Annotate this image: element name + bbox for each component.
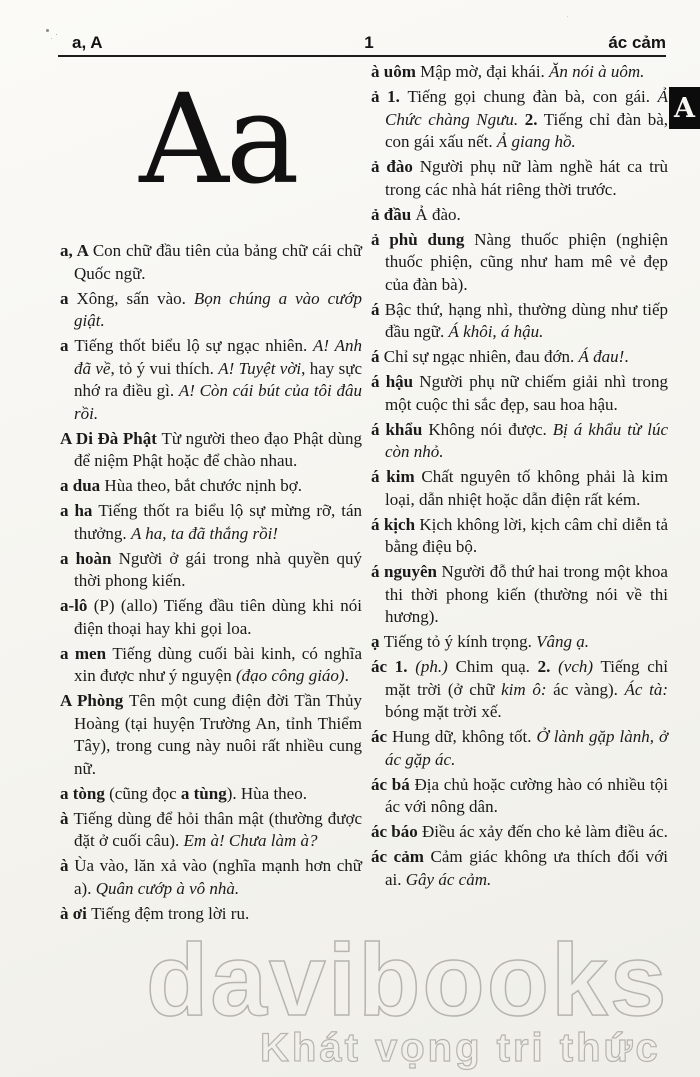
dictionary-entry bbox=[371, 514, 668, 559]
entry-definition: Người đỗ thứ hai trong một khoa thi thời phong kiến (thường nói về thi hương). bbox=[385, 562, 668, 626]
entry-definition: Nàng thuốc phiện (nghiện thuốc phiện, cũng như ham mê vẻ đẹp của đàn bà). bbox=[385, 229, 668, 294]
entry-example: A! Còn cái bút của tôi đâu rồi. bbox=[74, 381, 362, 423]
entry-example: Bị á khẩu từ lúc còn nhỏ. bbox=[385, 419, 669, 461]
dictionary-entry bbox=[371, 466, 668, 511]
entry-definition: Tiếng chỉ đàn bà, con gái xấu nết. bbox=[385, 109, 668, 151]
entry-definition: Chim quạ. bbox=[447, 657, 538, 676]
entry-definition: Tiếng dùng cuối bài kinh, có nghĩa xin được như ý nguyện bbox=[74, 643, 362, 685]
entry-definition: Tiếng gọi chung đàn bà, con gái. bbox=[407, 87, 658, 106]
entry-headword: á bbox=[371, 299, 385, 319]
entry-headword: A Di Đà Phật bbox=[60, 428, 162, 448]
dictionary-entry bbox=[371, 61, 668, 84]
thumb-tab-letter: A bbox=[674, 92, 695, 124]
entry-definition: Chỉ sự ngạc nhiên, đau đớn. bbox=[383, 347, 579, 366]
entry-definition: , hay sực nhớ ra điều gì. bbox=[74, 358, 363, 400]
entry-definition: Tiếng dùng để hỏi thân mật (thường được đặt ở cuối câu). bbox=[73, 808, 363, 850]
dictionary-entry bbox=[60, 855, 362, 900]
section-letter: Aa bbox=[139, 68, 297, 212]
entry-headword: á kim bbox=[371, 467, 422, 486]
entry-example: Á khôi, á hậu. bbox=[448, 322, 544, 341]
entry-definition: (P) (allo) Tiếng đầu tiên dùng khi nói điện thoại hay khi gọi loa. bbox=[74, 596, 362, 638]
dictionary-entry bbox=[371, 561, 668, 629]
entry-definition: Hùa theo, bắt chước nịnh bợ. bbox=[104, 476, 303, 495]
right-column bbox=[371, 61, 668, 894]
entry-definition: Hung dữ, không tốt. bbox=[392, 727, 537, 746]
entry-definition: Tên một cung điện đời Tần Thủy Hoàng (tại huyện Trường An, tỉnh Thiểm Tây), trong cung này nuôi rất nhiều cung nữ. bbox=[74, 691, 362, 778]
entry-example: A ha, ta đã thắng rồi! bbox=[130, 523, 278, 543]
entry-headword: a, A bbox=[60, 241, 93, 260]
dictionary-entry bbox=[60, 808, 362, 853]
entry-headword: à ơi bbox=[60, 903, 92, 923]
dictionary-entry bbox=[371, 86, 668, 154]
entry-definition: Điều ác xảy đến cho kẻ làm điều ác. bbox=[422, 822, 668, 841]
entry-headword: à bbox=[60, 808, 74, 828]
entry-example: Bọn chúng a vào cướp giật. bbox=[74, 288, 363, 330]
entry-headword: à bbox=[60, 856, 75, 875]
dictionary-entry bbox=[60, 428, 362, 473]
running-head-right: ác cảm bbox=[608, 33, 666, 52]
thumb-tab bbox=[669, 87, 700, 129]
entry-headword: a bbox=[60, 288, 77, 308]
running-head-left: a, A bbox=[72, 33, 103, 52]
dictionary-entry bbox=[371, 299, 668, 344]
watermark-slogan: Khát vọng tri thức bbox=[260, 1026, 661, 1070]
entry-definition: Kịch không lời, kịch câm chỉ diễn tả bằng điệu bộ. bbox=[385, 514, 668, 556]
dictionary-entry bbox=[60, 500, 362, 545]
entry-definition: Cảm giác không ưa thích đối với ai. bbox=[385, 847, 668, 889]
entry-headword: a men bbox=[60, 643, 113, 663]
entry-definition: Tiếng thốt biểu lộ sự ngạc nhiên. bbox=[74, 336, 314, 355]
entry-definition: Người phụ nữ làm nghề hát ca trù trong các nhà hát riêng thời trước. bbox=[385, 157, 668, 199]
dictionary-entry bbox=[60, 783, 362, 806]
entry-headword: ả đào bbox=[371, 157, 420, 176]
scan-speckle bbox=[46, 29, 49, 32]
entry-headword: ác bbox=[371, 727, 393, 746]
entry-headword: a tòng bbox=[60, 783, 110, 803]
dictionary-entry bbox=[371, 346, 668, 369]
entry-headword: á bbox=[371, 347, 384, 366]
entry-example: Vâng ạ. bbox=[536, 632, 590, 651]
entry-sense-number: a tùng bbox=[180, 783, 227, 803]
entry-headword: á kịch bbox=[371, 514, 420, 534]
dictionary-entry bbox=[371, 419, 668, 464]
entry-example: Ả giang hồ. bbox=[496, 132, 576, 151]
entry-example: Quân cướp à vô nhà. bbox=[95, 878, 240, 898]
dictionary-entry bbox=[371, 656, 668, 724]
entry-headword: ả đầu bbox=[371, 204, 416, 224]
dictionary-entry bbox=[60, 335, 362, 425]
dictionary-entry bbox=[371, 371, 668, 416]
entry-headword: á khẩu bbox=[371, 419, 429, 439]
entry-headword: a bbox=[60, 336, 75, 355]
entry-example: Gây ác cảm. bbox=[405, 869, 492, 889]
entry-headword: ác 1. bbox=[371, 657, 416, 676]
entry-example: Em à! Chưa làm à? bbox=[183, 831, 318, 850]
entry-example: Ả Chức chàng Ngưu. bbox=[385, 87, 668, 129]
dictionary-entry bbox=[60, 288, 362, 333]
page-header bbox=[60, 33, 666, 53]
entry-definition: Chất nguyên tố không phải là kim loại, dẫn nhiệt hoặc dẫn điện rất kém. bbox=[385, 467, 669, 509]
entry-definition: , tỏ ý vui thích. bbox=[110, 358, 219, 378]
entry-example: Ăn nói à uôm. bbox=[549, 62, 645, 81]
entry-example: (đạo công giáo) bbox=[235, 666, 345, 685]
dictionary-entry bbox=[60, 690, 362, 780]
entry-definition bbox=[550, 657, 558, 676]
dictionary-entry bbox=[371, 229, 668, 297]
entry-definition: Ùa vào, lăn xả vào (nghĩa mạnh hơn chữ a). bbox=[74, 856, 363, 898]
entry-headword: ả 1. bbox=[371, 87, 408, 106]
entry-example: Ác tà: bbox=[624, 679, 668, 699]
page-number: 1 bbox=[364, 33, 374, 52]
entry-headword: a dua bbox=[60, 476, 105, 495]
dictionary-entry bbox=[371, 846, 668, 891]
entry-definition: . bbox=[344, 666, 349, 685]
entry-definition: (cũng đọc bbox=[109, 783, 181, 803]
entry-sense-number: 2. bbox=[524, 109, 538, 129]
entry-definition: ). Hùa theo. bbox=[226, 783, 307, 803]
entry-headword: ác cảm bbox=[371, 847, 431, 866]
entry-headword: ạ bbox=[371, 632, 384, 651]
entry-definition: Tiếng chỉ mặt trời (ở chữ bbox=[385, 657, 669, 699]
entry-definition: bóng mặt trời xế. bbox=[385, 702, 502, 721]
dictionary-entry bbox=[371, 774, 668, 819]
entry-headword: a-lô bbox=[60, 596, 94, 615]
dictionary-entry bbox=[60, 548, 362, 593]
dictionary-entry bbox=[371, 156, 668, 201]
entry-definition: Con chữ đầu tiên của bảng chữ cái chữ Quốc ngữ. bbox=[74, 241, 363, 283]
entry-definition: Người ở gái trong nhà quyền quý thời phong kiến. bbox=[74, 548, 362, 590]
entry-headword: a hoàn bbox=[60, 548, 119, 568]
entry-example: Ở lành gặp lành, ở ác gặp ác. bbox=[385, 727, 669, 769]
entry-headword: ác báo bbox=[371, 822, 422, 841]
entry-example: A! Anh đã về bbox=[74, 336, 362, 378]
dictionary-entry bbox=[60, 903, 362, 926]
entry-definition: Bậc thứ, hạng nhì, thường dùng như tiếp đầu ngữ. bbox=[384, 299, 668, 341]
entry-definition: Ả đào. bbox=[415, 204, 461, 224]
dictionary-entry bbox=[60, 475, 362, 498]
entry-example: (ph.) bbox=[415, 657, 448, 676]
entry-example: (vch) bbox=[558, 657, 594, 676]
entry-definition: Người phụ nữ chiếm giải nhì trong một cuộc thi sắc đẹp, sau hoa hậu. bbox=[385, 372, 668, 414]
entry-example: A! Tuyệt vời bbox=[218, 358, 302, 378]
entry-definition: . bbox=[624, 347, 629, 366]
entry-definition: ác vàng). bbox=[546, 679, 625, 699]
dictionary-entry bbox=[60, 595, 362, 640]
entry-sense-number: 2. bbox=[537, 657, 551, 676]
dictionary-entry bbox=[371, 204, 668, 227]
dictionary-entry bbox=[371, 821, 668, 844]
entry-example: kim ô: bbox=[501, 679, 547, 699]
entry-headword: ả phù dung bbox=[371, 229, 475, 249]
dictionary-entry bbox=[371, 726, 668, 771]
left-column bbox=[60, 64, 362, 928]
entry-definition: Tiếng tỏ ý kính trọng. bbox=[383, 632, 537, 651]
entry-headword: á nguyên bbox=[371, 562, 442, 581]
entry-definition: Địa chủ hoặc cường hào có nhiều tội ác với nông dân. bbox=[385, 774, 668, 816]
entry-definition: Không nói được. bbox=[428, 419, 553, 439]
entry-headword: à uôm bbox=[371, 62, 421, 81]
entry-definition: Tiếng đệm trong lời ru. bbox=[91, 903, 250, 923]
entry-headword: A Phòng bbox=[60, 691, 129, 710]
header-rule bbox=[58, 55, 666, 57]
entry-headword: ác bá bbox=[371, 774, 415, 794]
dictionary-entry bbox=[371, 631, 668, 654]
watermark-brand: davibooks bbox=[146, 923, 669, 1037]
entry-definition: Xông, sấn vào. bbox=[76, 288, 194, 308]
entry-headword: a ha bbox=[60, 501, 99, 520]
entry-definition: Mập mờ, đại khái. bbox=[420, 62, 550, 81]
entry-headword: á hậu bbox=[371, 372, 420, 391]
entry-definition: Từ người theo đạo Phật dùng để niệm Phật hoặc để chào nhau. bbox=[74, 428, 362, 470]
entry-example: Á đau! bbox=[578, 347, 625, 366]
entry-definition: Tiếng thốt ra biểu lộ sự mừng rỡ, tán thưởng. bbox=[74, 501, 362, 543]
dictionary-entry bbox=[60, 240, 362, 285]
dictionary-entry bbox=[60, 643, 362, 688]
